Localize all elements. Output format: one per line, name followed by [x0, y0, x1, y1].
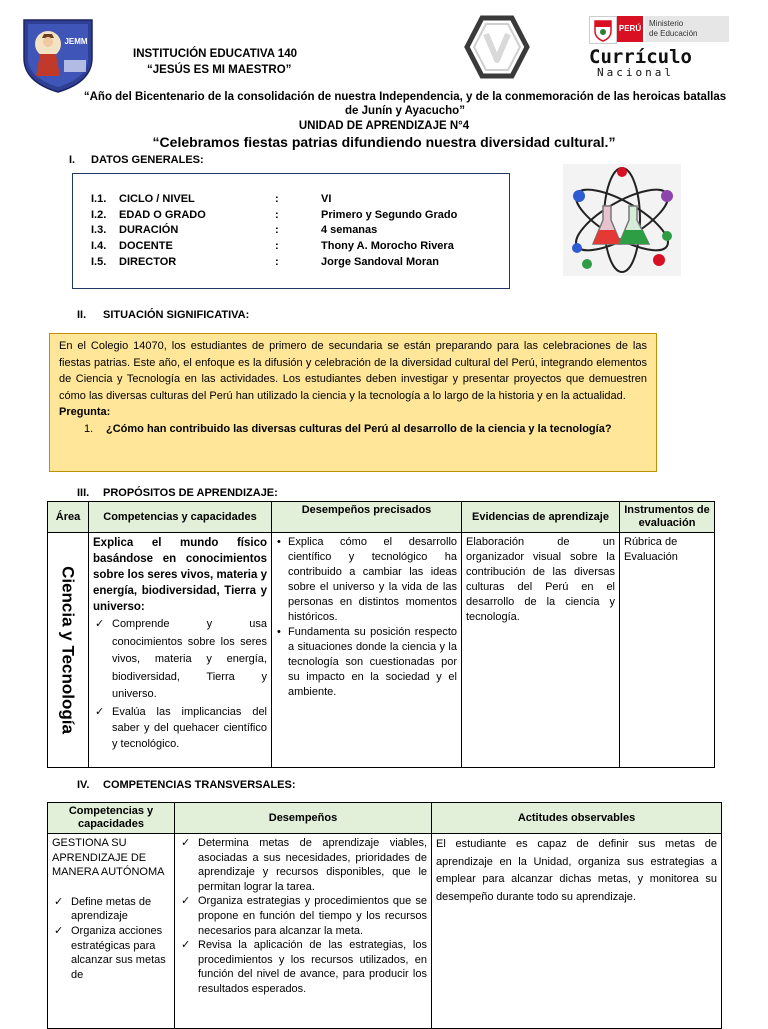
section-heading-datos	[69, 154, 204, 166]
area-cell	[48, 533, 89, 768]
table-header-row	[48, 502, 715, 533]
question-num: 1.	[84, 422, 94, 435]
list-item: ✓ Comprende y usa conocimientos sobre los seres vivos, materia y energía, biodiversidad, Tierra y universo.	[93, 616, 267, 704]
row-num: I.4.	[91, 240, 107, 252]
peru-shield-icon	[589, 16, 617, 44]
pregunta-label: Pregunta:	[59, 406, 111, 418]
curriculo-word: Currículo	[589, 46, 692, 68]
row-label: DIRECTOR	[119, 256, 177, 268]
school-logo	[18, 14, 98, 94]
year-title: “Año del Bicentenario de la consolidación de nuestra Independencia, y de la conmemoración de las heroicas batallas de Junín y Ayacucho”	[83, 91, 727, 117]
col-header-evidencias: Evidencias de aprendizaje	[462, 502, 620, 533]
row-label: DURACIÓN	[119, 224, 179, 236]
propositos-table	[47, 501, 715, 768]
row-num: I.3.	[91, 224, 107, 236]
col-header-competencias: Competencias y capacidades	[89, 502, 272, 533]
table-row	[48, 834, 722, 1029]
minedu-logo	[589, 16, 729, 79]
hexagon-logo-icon	[464, 14, 530, 80]
minedu-line2: de Educación	[649, 29, 698, 38]
col-header-competencias: Competencias y capacidades	[48, 803, 175, 834]
col-header-desempenos: Desempeños precisados	[272, 502, 462, 533]
section-heading-situacion	[77, 309, 249, 321]
actitudes-cell: El estudiante es capaz de definir sus metas de aprendizaje en la Unidad, organiza sus estrategias a emplear para alcanzar dichas metas, y monitorea su desempeño durante todo su aprendizaje.	[432, 834, 722, 1029]
col-header-instrumentos: Instrumentos de evaluación	[620, 502, 715, 533]
row-colon: :	[275, 256, 279, 268]
row-num: I.2.	[91, 209, 107, 221]
peru-label: PERÚ	[617, 16, 643, 42]
row-value: Primero y Segundo Grado	[321, 209, 458, 221]
competencia-cell	[48, 834, 175, 1029]
unit-number: UNIDAD DE APRENDIZAJE N°4	[298, 120, 470, 132]
evidencias-cell: Elaboración de un organizador visual sobre la contribución de las diversas culturas del Perú en el desarrollo de la ciencia y tecnología.	[462, 533, 620, 768]
instrumentos-cell: Rúbrica de Evaluación	[620, 533, 715, 768]
capacidades-list	[52, 895, 170, 983]
section-title: DATOS GENERALES:	[91, 154, 204, 166]
list-item: ✓ Revisa la aplicación de las estrategias, los procedimientos y los recursos utilizados, en función del nivel de avance, para producir los resultados esperados.	[179, 938, 427, 996]
row-num: I.1.	[91, 193, 107, 205]
science-atom-flask-illustration	[563, 164, 681, 276]
section-title: SITUACIÓN SIGNIFICATIVA:	[103, 309, 250, 321]
minedu-band	[645, 16, 729, 42]
section-num: IV.	[77, 779, 90, 791]
situacion-text: En el Colegio 14070, los estudiantes de primero de secundaria se están preparando para las celebraciones de las fiestas patrias. Este año, el enfoque es la difusión y celebración de la diversidad cultural del Perú, integrando elementos de Ciencia y Tecnología en las actividades. Los estudiantes deben investigar y presentar proyectos que demuestren cómo las diversas culturas del Perú han utilizado la ciencia y la tecnología a lo largo de la historia y en la actualidad.	[59, 340, 647, 402]
row-colon: :	[275, 240, 279, 252]
row-value: Thony A. Morocho Rivera	[321, 240, 454, 252]
desempenos-cell	[272, 533, 462, 768]
unit-title: “Celebramos fiestas patrias difundiendo nuestra diversidad cultural.”	[152, 134, 616, 150]
row-label: EDAD O GRADO	[119, 209, 206, 221]
row-value: Jorge Sandoval Moran	[321, 256, 439, 268]
row-colon: :	[275, 193, 279, 205]
institution-motto: “JESÚS ES MI MAESTRO”	[147, 64, 292, 76]
area-vertical-label: Ciencia y Tecnología	[58, 566, 78, 734]
list-item: ✓ Organiza estrategias y procedimientos que se propone en función del tiempo y los recursos necesarios para alcanzar la meta.	[179, 894, 427, 938]
desempenos-list	[276, 535, 457, 700]
competencias-cell	[89, 533, 272, 768]
list-item: • Explica cómo el desarrollo científico y tecnológico ha contribuido a cambiar las ideas sobre el universo y la vida de las personas en distintos momentos históricos.	[276, 535, 457, 625]
capacidades-list	[93, 616, 267, 752]
competencia-text: Explica el mundo físico basándose en conocimientos sobre los seres vivos, materia y energía, biodiversidad, Tierra y universo:	[93, 537, 267, 613]
col-header-desempenos: Desempeños	[175, 803, 432, 834]
section-num: I.	[69, 154, 76, 166]
section-heading-transversales	[77, 779, 296, 791]
row-label: DOCENTE	[119, 240, 173, 252]
col-header-area: Área	[48, 502, 89, 533]
section-num: III.	[77, 487, 90, 499]
table-row	[48, 533, 715, 768]
list-item: ✓ Organiza acciones estratégicas para alcanzar sus metas de	[52, 924, 170, 982]
list-item: ✓ Evalúa las implicancias del saber y del quehacer científico y tecnológico.	[93, 704, 267, 752]
datos-generales-box	[72, 173, 510, 289]
pregunta-question	[84, 421, 647, 438]
question-text: ¿Cómo han contribuido las diversas culturas del Perú al desarrollo de la ciencia y la tecnología?	[106, 422, 612, 435]
institution-name: INSTITUCIÓN EDUCATIVA 140	[133, 48, 297, 60]
desempenos-cell	[175, 834, 432, 1029]
section-heading-propositos	[77, 487, 278, 499]
desempenos-list	[179, 836, 427, 997]
competencia-text: GESTIONA SU APRENDIZAJE DE MANERA AUTÓNOMA	[52, 837, 165, 879]
minedu-line1: Ministerio	[649, 19, 684, 28]
list-item: ✓ Define metas de aprendizaje	[52, 895, 170, 924]
school-logo-text: JEMM	[64, 37, 88, 46]
row-colon: :	[275, 224, 279, 236]
col-header-actitudes: Actitudes observables	[432, 803, 722, 834]
row-value: 4 semanas	[321, 224, 378, 236]
section-num: II.	[77, 309, 87, 321]
section-title: COMPETENCIAS TRANSVERSALES:	[103, 779, 296, 791]
row-colon: :	[275, 209, 279, 221]
row-label: CICLO / NIVEL	[119, 193, 195, 205]
competencias-transversales-table	[47, 802, 722, 1029]
list-item: ✓ Determina metas de aprendizaje viables, asociadas a sus necesidades, prioridades de aprendizaje y recursos disponibles, que le permitan lograr la tarea.	[179, 836, 427, 894]
row-num: I.5.	[91, 256, 107, 268]
section-title: PROPÓSITOS DE APRENDIZAJE:	[103, 487, 278, 499]
table-header-row	[48, 803, 722, 834]
row-value: VI	[321, 193, 332, 205]
list-item: • Fundamenta su posición respecto a situaciones donde la ciencia y la tecnología son cuestionadas por su impacto en la sociedad y el ambiente.	[276, 625, 457, 700]
nacional-word: Nacional	[597, 66, 674, 79]
situacion-significativa-box	[49, 333, 657, 472]
